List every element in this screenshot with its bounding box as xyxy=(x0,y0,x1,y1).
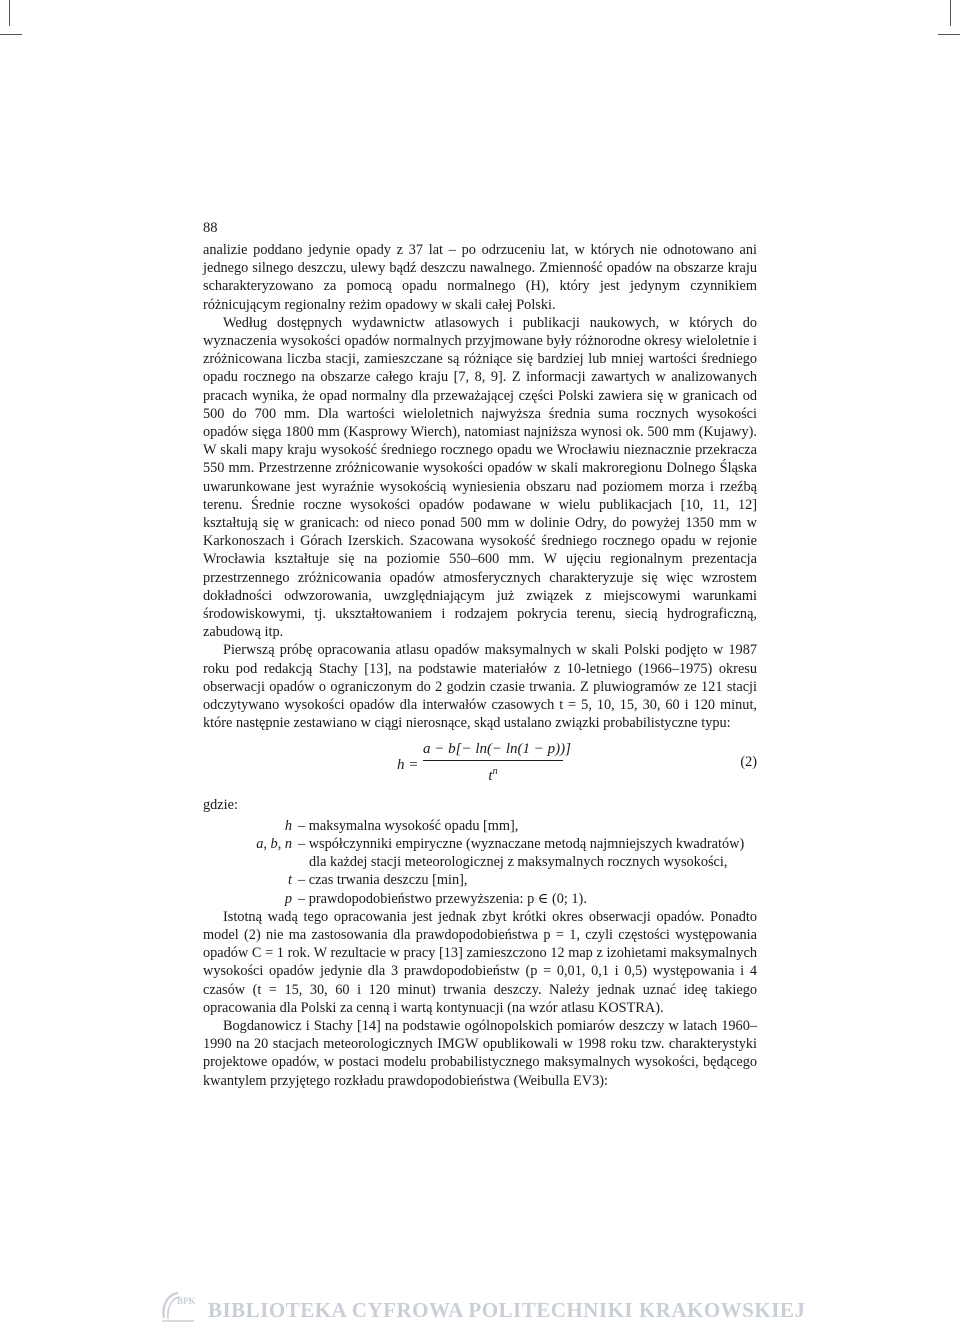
definition-text xyxy=(298,890,757,908)
definition-text xyxy=(298,835,757,871)
crop-mark-top-right-h xyxy=(938,34,960,35)
crop-mark-top-left-h xyxy=(0,34,22,35)
formula-denominator-base: t xyxy=(488,768,493,785)
where-label: gdzie: xyxy=(203,797,238,814)
library-logo-icon xyxy=(158,1290,198,1324)
definition-text-line: – maksymalna wysokość opadu [mm], xyxy=(298,817,519,834)
paragraph-4: Istotną wadą tego opracowania jest jednak zbyt krótki okres obserwacji opadów. Ponadto model (2) nie ma zastosowania dla prawdopodobieństwa p = 1, czyli częstości występowania opadów C = 1 rok. W rezultacie w pracy [13] zamieszczono 12 map z izohietami maksymalnych wysokości opadów jedynie dla 3 prawdopodobieństw (p = 0,01, 0,1 i 0,5) występowania i 4 czasów (t = 15, 30, 60 i 120 minut) trwania deszczy. Należy jednak uznać ideę takiego opracowania dla Polski za cenną i wartą kontynuacji (na wzór atlasu KOSTRA). xyxy=(203,908,757,1016)
formula-fraction xyxy=(423,740,571,785)
fraction-bar xyxy=(423,760,563,761)
definition-text-line: – czas trwania deszczu [min], xyxy=(298,872,468,889)
definition-item xyxy=(203,817,757,835)
paragraph-2: Według dostępnych wydawnictw atlasowych i publikacji naukowych, w których do wyznaczenia wysokości opadów normalnych przyjmowane były różnorodne okresy wieloletnie i zróżnicowana liczba stacji, zamieszczane są różniące się bardziej lub mniej wartości średniego opadu rocznego na obszarze całego kraju [7, 8, 9]. Z informacji zawartych w analizowanych pracach wynika, że opad normalny dla przeważającej części Polski zawiera się w granicach od 500 do 700 mm. Dla wartości wieloletnich najwyższa średnia suma rocznych wysokości opadów sięga 1800 mm (Kasprowy Wierch), natomiast najniższa wynosi ok. 500 mm (Kujawy). W skali mapy kraju wysokość średniego rocznego opadu we Wrocławiu nieznacznie przekracza 550 mm. Przestrzenne zróżnicowanie wysokości opadów w skali makroregionu Dolnego Śląska uwarunkowane jest wyraźnie wysokością wyniesienia obszaru nad poziomem morza i rzeźbą terenu. Średnie roczne wysokości opadów podawane w wielu publikacjach [10, 11, 12] kształtują się w granicach: od nieco ponad 500 mm w dolinie Odry, do powyżej 1350 mm w Karkonoszach i Górach Izerskich. Szacowana wysokość średniego rocznego opadu w rejonie Wrocławia kształtuje się na poziomie 550–600 mm. W ujęciu regionalnym prezentacja przestrzennego zróżnicowania opadów atmosferycznych charakteryzuje się więc wzrostem dokładności odwzorowania, uwzględniającym już związek z miejscowymi warunkami środowiskowymi, tj. ukształtowaniem i rodzajem pokrycia terenu, siecią hydrograficzną, zabudową itp. xyxy=(203,314,757,641)
definition-symbol: t xyxy=(288,872,292,889)
body-text xyxy=(203,241,757,1090)
definition-symbol: h xyxy=(284,817,292,834)
crop-mark-top-left-v xyxy=(9,0,10,26)
definitions-list xyxy=(203,817,757,908)
definition-text-line: – prawdopodobieństwo przewyższenia: p ∈ (0; 1). xyxy=(298,890,587,907)
definition-text xyxy=(298,817,757,835)
paragraph-1: analizie poddano jedynie opady z 37 lat – po odrzuceniu lat, w których nie odnotowano ani jednego silnego deszczu, ulewy bądź deszczu nawalnego. Zmienność opadów na obszarze kraju scharakteryzowano za pomocą opadu normalnego (H), który jest jedynym czynnikiem różnicującym regionalny reżim opadowy w skali całej Polski. xyxy=(203,242,757,313)
paragraph-5: Bogdanowicz i Stachy [14] na podstawie ogólnopolskich pomiarów deszczy w latach 1960–1990 na 20 stacjach meteorologicznych IMGW opublikowali w 1998 roku tzw. charakterystyki projektowe opadów, w postaci modelu probabilistycznego maksymalnych wysokości, będącego kwantylem przyjętego rozkładu prawdopodobieństwa (Weibulla EV3): xyxy=(203,1017,757,1089)
definition-text-continuation: dla każdej stacji meteorologicznej z maksymalnych rocznych wysokości, xyxy=(309,854,728,871)
definition-symbol: a, b, n xyxy=(256,835,292,852)
equation-2 xyxy=(203,740,757,790)
formula-denominator xyxy=(423,763,563,785)
formula-lhs: h = xyxy=(397,757,419,774)
paragraph-3: Pierwszą próbę opracowania atlasu opadów maksymalnych w skali Polski podjęto w 1987 roku pod redakcją Stachy [13], na podstawie materiałów z 10-letniego (1966–1975) okresu obserwacji opadów o ograniczonym do 2 godzin czasie trwania. Z pluwiogramów ze 121 stacji odczytywano wysokości opadów dla interwałów czasowych t = 5, 10, 15, 30, 60 i 120 minut, które następnie zestawiano w ciągi nierosnące, skąd ustalano związki probabilistyczne typu: xyxy=(203,642,757,732)
library-watermark xyxy=(158,1290,838,1326)
definition-item xyxy=(203,871,757,889)
definition-item xyxy=(203,835,757,871)
definition-text-line: – współczynniki empiryczne (wyznaczane metodą najmniejszych kwadratów) xyxy=(298,835,745,852)
crop-mark-top-right-v xyxy=(950,0,951,26)
formula-exponent: n xyxy=(492,766,498,778)
definition-text xyxy=(298,871,757,889)
logo-text: BPK xyxy=(177,1296,196,1306)
equation-number: (2) xyxy=(740,754,757,771)
library-name: BIBLIOTEKA CYFROWA POLITECHNIKI KRAKOWSKIEJ xyxy=(208,1298,806,1322)
definition-symbol: p xyxy=(284,890,292,907)
page-number: 88 xyxy=(203,220,218,236)
formula-numerator: a − b[− ln(− ln(1 − p))] xyxy=(423,741,571,758)
definition-item xyxy=(203,890,757,908)
